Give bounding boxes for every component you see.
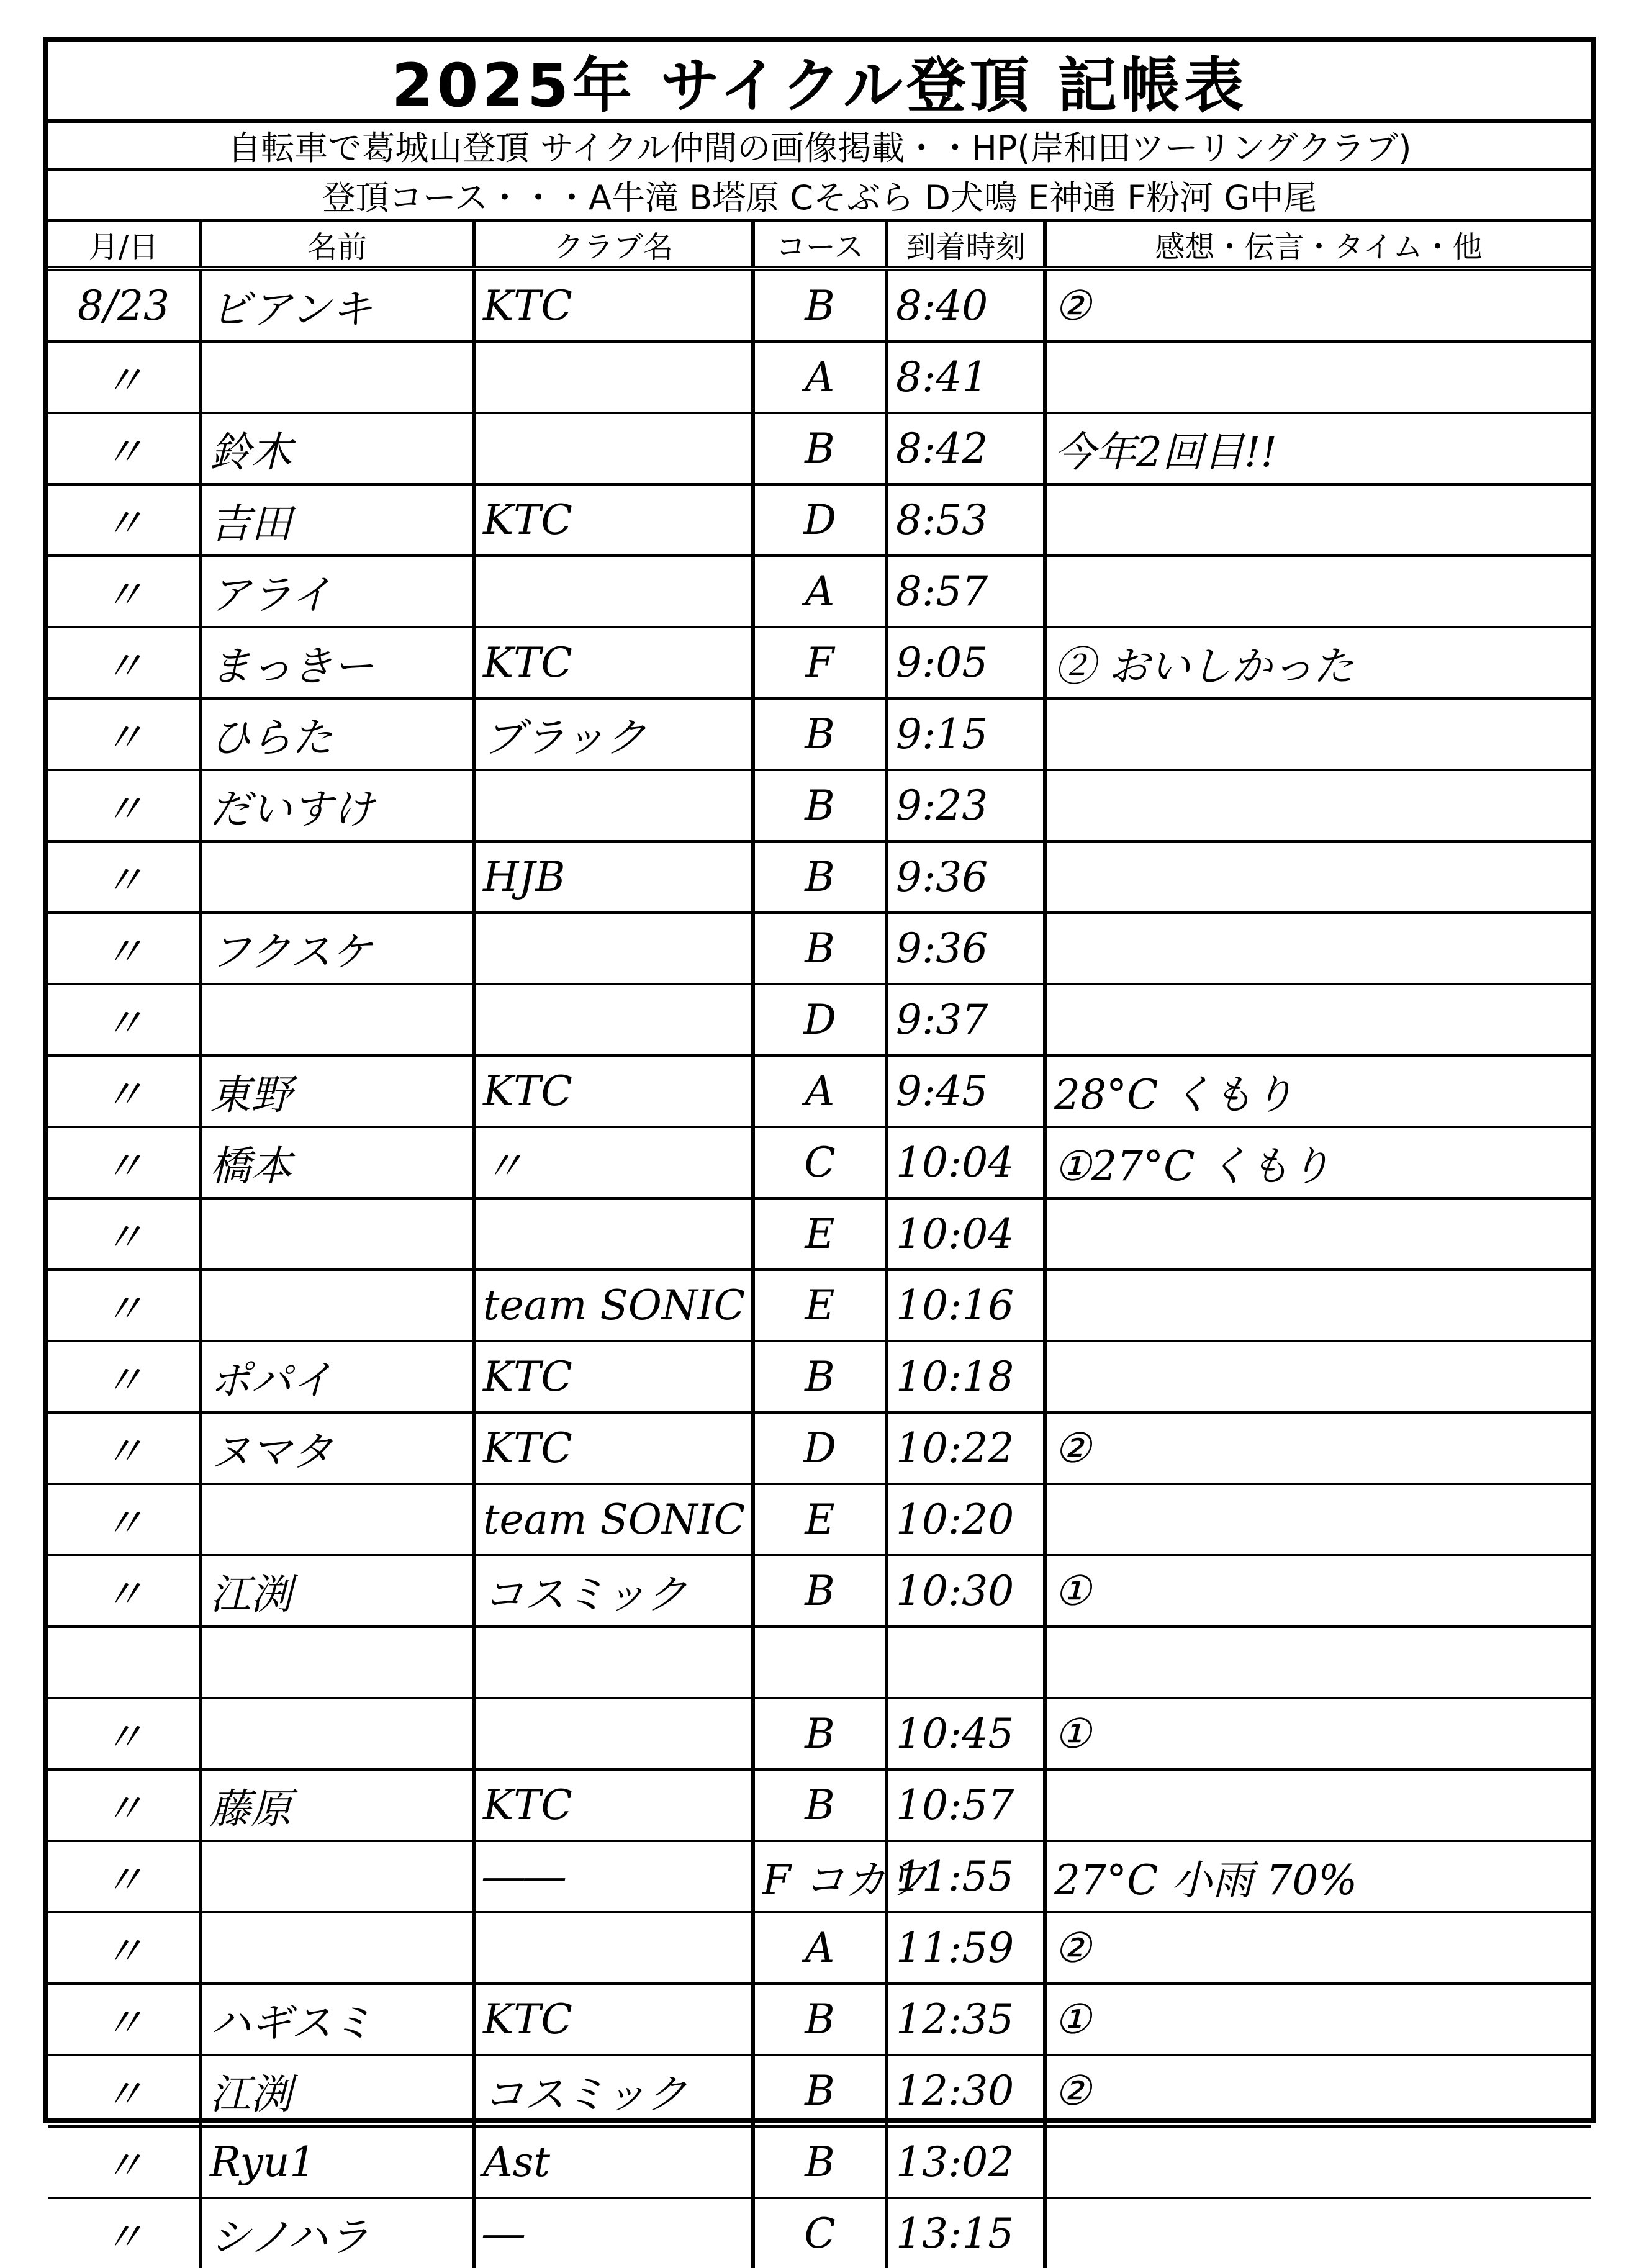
entry-name: ひらた: [201, 698, 474, 770]
entry-date: 〃: [48, 984, 201, 1055]
entry-club: team SONIC: [474, 1270, 753, 1341]
table-row: [48, 413, 1591, 484]
table-row: [48, 984, 1591, 1055]
table-row: [48, 1341, 1591, 1412]
entry-course: B: [753, 770, 887, 841]
header-arrival-time: 到着時刻: [887, 222, 1045, 269]
entry-arrival-time: 9:36: [887, 913, 1045, 984]
entry-name: [201, 1198, 474, 1270]
entry-note: ②: [1045, 269, 1591, 341]
entry-club: team SONIC: [474, 1484, 753, 1555]
entry-name: [201, 1484, 474, 1555]
entry-club: KTC: [474, 1769, 753, 1841]
entry-club: HJB: [474, 841, 753, 913]
table-row: [48, 1055, 1591, 1127]
entry-date: 〃: [48, 413, 201, 484]
entry-date: 〃: [48, 1984, 201, 2055]
table-row: [48, 1270, 1591, 1341]
table-row: [48, 627, 1591, 698]
table-row: [48, 341, 1591, 413]
entry-club: [474, 413, 753, 484]
table-row: [48, 1484, 1591, 1555]
entry-name: [201, 1841, 474, 1912]
entry-date: 〃: [48, 2198, 201, 2268]
entry-course: B: [753, 2055, 887, 2126]
entry-name: [201, 1627, 474, 1698]
entry-name: シノハラ: [201, 2198, 474, 2268]
table-row: [48, 698, 1591, 770]
sheet-title: 2025年 サイクル登頂 記帳表: [48, 42, 1591, 123]
entry-course: A: [753, 1055, 887, 1127]
entry-name: 橋本: [201, 1127, 474, 1198]
entry-arrival-time: 9:36: [887, 841, 1045, 913]
entry-note: 27°C 小雨 70%: [1045, 1841, 1591, 1912]
entry-course: C: [753, 1127, 887, 1198]
table-row: [48, 2198, 1591, 2268]
table-row: [48, 913, 1591, 984]
entry-note: [1045, 841, 1591, 913]
entry-note: ② おいしかった: [1045, 627, 1591, 698]
entry-date: 〃: [48, 913, 201, 984]
entry-date: [48, 1627, 201, 1698]
entry-arrival-time: 10:45: [887, 1698, 1045, 1769]
header-name: 名前: [201, 222, 474, 269]
entry-name: 鈴木: [201, 413, 474, 484]
entry-note: ①: [1045, 1984, 1591, 2055]
entry-date: 〃: [48, 556, 201, 627]
entry-date: 〃: [48, 1698, 201, 1769]
entry-note: ①: [1045, 1555, 1591, 1627]
entry-date: 〃: [48, 770, 201, 841]
entry-note: [1045, 556, 1591, 627]
entry-club: コスミック: [474, 2055, 753, 2126]
entry-date: 〃: [48, 1555, 201, 1627]
entry-arrival-time: 8:41: [887, 341, 1045, 413]
entry-club: Ast: [474, 2126, 753, 2198]
entry-course: B: [753, 269, 887, 341]
entry-date: 〃: [48, 1127, 201, 1198]
entry-arrival-time: 9:05: [887, 627, 1045, 698]
entry-date: 〃: [48, 1912, 201, 1984]
entry-note: 28°C くもり: [1045, 1055, 1591, 1127]
entry-note: [1045, 913, 1591, 984]
entry-name: Ryu1: [201, 2126, 474, 2198]
entry-note: [1045, 2126, 1591, 2198]
entry-arrival-time: 9:45: [887, 1055, 1045, 1127]
entry-note: ②: [1045, 2055, 1591, 2126]
table-row: [48, 1912, 1591, 1984]
entry-note: [1045, 984, 1591, 1055]
entry-arrival-time: 10:22: [887, 1412, 1045, 1484]
entry-course: A: [753, 556, 887, 627]
entry-date: 〃: [48, 627, 201, 698]
entry-course: B: [753, 413, 887, 484]
entry-name: 江渕: [201, 1555, 474, 1627]
entry-course: E: [753, 1198, 887, 1270]
entry-date: 〃: [48, 1055, 201, 1127]
entry-arrival-time: 11:59: [887, 1912, 1045, 1984]
entry-club: [474, 913, 753, 984]
entry-name: [201, 984, 474, 1055]
entry-arrival-time: 10:04: [887, 1198, 1045, 1270]
entry-course: B: [753, 698, 887, 770]
log-table: [48, 222, 1591, 2268]
table-header-row: [48, 222, 1591, 269]
table-row: [48, 841, 1591, 913]
entry-date: 8/23: [48, 269, 201, 341]
table-row: [48, 1127, 1591, 1198]
entry-arrival-time: 10:18: [887, 1341, 1045, 1412]
entry-name: フクスケ: [201, 913, 474, 984]
entry-club: KTC: [474, 1341, 753, 1412]
entry-course: B: [753, 913, 887, 984]
entry-course: B: [753, 1555, 887, 1627]
entry-course: E: [753, 1270, 887, 1341]
entry-arrival-time: 10:30: [887, 1555, 1045, 1627]
entry-club: [474, 984, 753, 1055]
entry-arrival-time: 9:15: [887, 698, 1045, 770]
entry-club: [474, 1627, 753, 1698]
entry-date: 〃: [48, 1484, 201, 1555]
entry-course: B: [753, 2126, 887, 2198]
entry-note: [1045, 770, 1591, 841]
entry-club: KTC: [474, 1984, 753, 2055]
entry-arrival-time: 11:55: [887, 1841, 1045, 1912]
entry-note: [1045, 1484, 1591, 1555]
table-row: [48, 2055, 1591, 2126]
entry-note: [1045, 1769, 1591, 1841]
table-row: [48, 1627, 1591, 1698]
entry-arrival-time: 12:35: [887, 1984, 1045, 2055]
entry-club: KTC: [474, 1055, 753, 1127]
entry-course: B: [753, 1698, 887, 1769]
entry-arrival-time: 8:40: [887, 269, 1045, 341]
table-row: [48, 1555, 1591, 1627]
entry-date: 〃: [48, 1270, 201, 1341]
entry-course: F: [753, 627, 887, 698]
entry-arrival-time: 8:57: [887, 556, 1045, 627]
entry-arrival-time: 10:16: [887, 1270, 1045, 1341]
entry-course: B: [753, 1769, 887, 1841]
entry-name: ハギスミ: [201, 1984, 474, 2055]
entry-note: [1045, 2198, 1591, 2268]
entry-name: 東野: [201, 1055, 474, 1127]
table-row: [48, 1769, 1591, 1841]
entry-course: D: [753, 484, 887, 556]
entry-name: ヌマタ: [201, 1412, 474, 1484]
entry-note: [1045, 341, 1591, 413]
entry-course: A: [753, 341, 887, 413]
log-rows: [48, 269, 1591, 2268]
table-row: [48, 1984, 1591, 2055]
entry-club: [474, 770, 753, 841]
entry-arrival-time: 10:57: [887, 1769, 1045, 1841]
sheet-subtitle: 自転車で葛城山登頂 サイクル仲間の画像掲載・・HP(岸和田ツーリングクラブ): [48, 123, 1591, 171]
entry-note: [1045, 1198, 1591, 1270]
entry-date: 〃: [48, 484, 201, 556]
entry-club: [474, 1198, 753, 1270]
entry-arrival-time: 10:04: [887, 1127, 1045, 1198]
entry-arrival-time: 12:30: [887, 2055, 1045, 2126]
entry-course: D: [753, 984, 887, 1055]
entry-course: B: [753, 1341, 887, 1412]
table-row: [48, 1412, 1591, 1484]
entry-note: ②: [1045, 1912, 1591, 1984]
entry-club: [474, 341, 753, 413]
entry-date: 〃: [48, 2055, 201, 2126]
header-notes: 感想・伝言・タイム・他: [1045, 222, 1591, 269]
table-row: [48, 484, 1591, 556]
table-row: [48, 269, 1591, 341]
entry-club: KTC: [474, 484, 753, 556]
entry-name: ビアンキ: [201, 269, 474, 341]
entry-arrival-time: 9:23: [887, 770, 1045, 841]
entry-club: ――: [474, 1841, 753, 1912]
table-row: [48, 556, 1591, 627]
entry-course: A: [753, 1912, 887, 1984]
entry-note: [1045, 484, 1591, 556]
entry-name: [201, 841, 474, 913]
header-course: コース: [753, 222, 887, 269]
entry-date: 〃: [48, 341, 201, 413]
entry-date: 〃: [48, 2126, 201, 2198]
entry-club: [474, 556, 753, 627]
entry-name: だいすけ: [201, 770, 474, 841]
entry-club: KTC: [474, 627, 753, 698]
entry-club: KTC: [474, 1412, 753, 1484]
entry-name: [201, 341, 474, 413]
entry-club: 〃: [474, 1127, 753, 1198]
entry-arrival-time: 10:20: [887, 1484, 1045, 1555]
entry-club: ブラック: [474, 698, 753, 770]
table-row: [48, 770, 1591, 841]
entry-note: [1045, 698, 1591, 770]
entry-note: [1045, 1270, 1591, 1341]
entry-note: ①27°C くもり: [1045, 1127, 1591, 1198]
entry-club: [474, 1912, 753, 1984]
entry-arrival-time: 13:02: [887, 2126, 1045, 2198]
entry-name: まっきー: [201, 627, 474, 698]
entry-name: 藤原: [201, 1769, 474, 1841]
entry-course: F コカワ: [753, 1841, 887, 1912]
entry-date: 〃: [48, 698, 201, 770]
entry-name: 江渕: [201, 2055, 474, 2126]
entry-date: 〃: [48, 1412, 201, 1484]
entry-course: B: [753, 1984, 887, 2055]
entry-club: ―: [474, 2198, 753, 2268]
entry-club: KTC: [474, 269, 753, 341]
table-row: [48, 1198, 1591, 1270]
entry-note: [1045, 1341, 1591, 1412]
header-date: 月/日: [48, 222, 201, 269]
entry-arrival-time: [887, 1627, 1045, 1698]
log-sheet: [43, 37, 1596, 2261]
entry-name: [201, 1270, 474, 1341]
entry-course: C: [753, 2198, 887, 2268]
entry-date: 〃: [48, 1198, 201, 1270]
entry-name: [201, 1698, 474, 1769]
entry-arrival-time: 8:42: [887, 413, 1045, 484]
entry-course: B: [753, 841, 887, 913]
entry-date: 〃: [48, 1841, 201, 1912]
entry-club: [474, 1698, 753, 1769]
entry-note: 今年2回目!!: [1045, 413, 1591, 484]
entry-date: 〃: [48, 1769, 201, 1841]
entry-note: ①: [1045, 1698, 1591, 1769]
entry-course: D: [753, 1412, 887, 1484]
entry-course: [753, 1627, 887, 1698]
entry-date: 〃: [48, 841, 201, 913]
table-row: [48, 2126, 1591, 2198]
table-row: [48, 1841, 1591, 1912]
entry-note: [1045, 1627, 1591, 1698]
entry-note: ②: [1045, 1412, 1591, 1484]
entry-arrival-time: 13:15: [887, 2198, 1045, 2268]
table-row: [48, 1698, 1591, 1769]
entry-name: アライ: [201, 556, 474, 627]
entry-arrival-time: 9:37: [887, 984, 1045, 1055]
entry-name: 吉田: [201, 484, 474, 556]
header-club: クラブ名: [474, 222, 753, 269]
entry-date: 〃: [48, 1341, 201, 1412]
entry-club: コスミック: [474, 1555, 753, 1627]
entry-arrival-time: 8:53: [887, 484, 1045, 556]
course-legend: 登頂コース・・・A牛滝 B塔原 Cそぶら D犬鳴 E神通 F粉河 G中尾: [48, 171, 1591, 222]
entry-course: E: [753, 1484, 887, 1555]
entry-name: [201, 1912, 474, 1984]
entry-name: ポパイ: [201, 1341, 474, 1412]
